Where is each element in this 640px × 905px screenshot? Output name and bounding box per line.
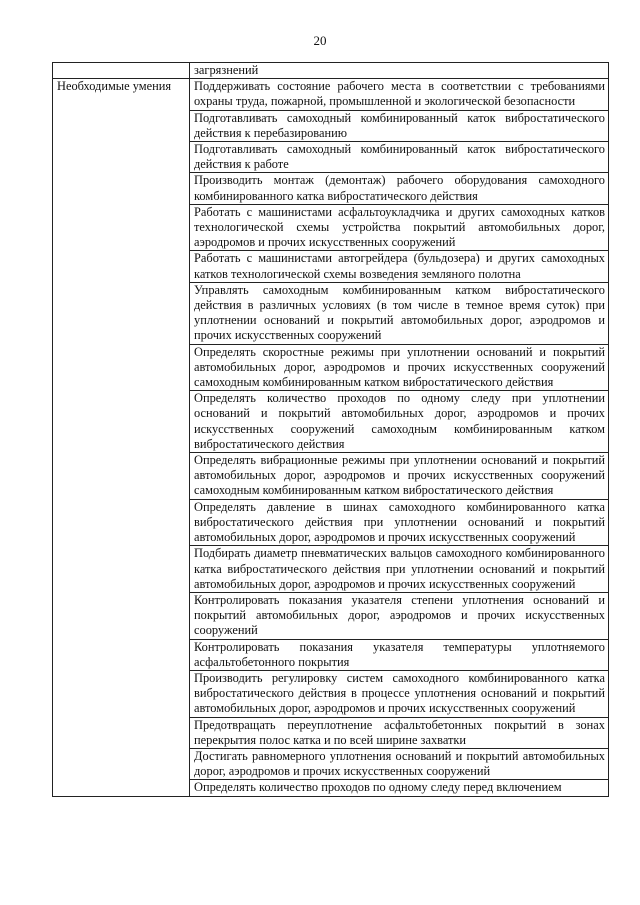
row-text-cell: Определять скоростные режимы при уплотнении оснований и покрытий автомобильных дорог, аэродромов и прочих искусственных сооружений самоходным комбинированным катком вибростатического действия (190, 344, 609, 391)
row-text-cell: Производить монтаж (демонтаж) рабочего оборудования самоходного комбинированного катка вибростатического действия (190, 173, 609, 204)
row-text-cell: Контролировать показания указателя температуры уплотняемого асфальтобетонного покрытия (190, 639, 609, 670)
row-text-cell: Контролировать показания указателя степени уплотнения оснований и покрытий автомобильных дорог, аэродромов и прочих искусственных сооружений (190, 592, 609, 639)
row-text-cell: Определять количество проходов по одному следу перед включением (190, 780, 609, 796)
row-text-cell: Подготавливать самоходный комбинированный каток вибростатического действия к перебазированию (190, 110, 609, 141)
page-number: 20 (313, 33, 327, 48)
row-text-cell: загрязнений (190, 63, 609, 79)
skills-table (52, 62, 609, 797)
row-text-cell: Производить регулировку систем самоходного комбинированного катка вибростатического действия в процессе уплотнения оснований и покрытий автомобильных дорог, аэродромов и прочих искусственных сооружений (190, 670, 609, 717)
section-label: Необходимые умения (53, 79, 190, 796)
row-label-cell (53, 63, 190, 79)
table-row (53, 63, 609, 79)
row-text-cell: Подбирать диаметр пневматических вальцов самоходного комбинированного катка вибростатического действия при уплотнении оснований и покрытий автомобильных дорог, аэродромов и прочих искусственных сооружений (190, 546, 609, 593)
table-row (53, 79, 609, 110)
row-text-cell: Определять количество проходов по одному следу при уплотнении оснований и покрытий автомобильных дорог, аэродромов и прочих искусственных сооружений самоходным комбинированным катком вибростатического действия (190, 391, 609, 453)
row-text-cell: Поддерживать состояние рабочего места в соответствии с требованиями охраны труда, пожарной, промышленной и экологической безопасности (190, 79, 609, 110)
row-text-cell: Работать с машинистами автогрейдера (бульдозера) и других самоходных катков технологической схемы возведения земляного полотна (190, 251, 609, 282)
row-text-cell: Управлять самоходным комбинированным катком вибростатического действия в различных условиях (в том числе в темное время суток) при уплотнении оснований и покрытий автомобильных дорог, аэродромов и прочих искусственных сооружений (190, 282, 609, 344)
row-text-cell: Подготавливать самоходный комбинированный каток вибростатического действия к работе (190, 142, 609, 173)
row-text-cell: Определять вибрационные режимы при уплотнении оснований и покрытий автомобильных дорог, аэродромов и прочих искусственных сооружений самоходным комбинированным катком вибростатического действия (190, 453, 609, 500)
row-text-cell: Определять давление в шинах самоходного комбинированного катка вибростатического действия при уплотнении оснований и покрытий автомобильных дорог, аэродромов и прочих искусственных сооружений (190, 499, 609, 546)
row-text-cell: Работать с машинистами асфальтоукладчика и других самоходных катков технологической схемы устройства покрытий автомобильных дорог, аэродромов и прочих искусственных сооружений (190, 204, 609, 251)
row-text-cell: Достигать равномерного уплотнения оснований и покрытий автомобильных дорог, аэродромов и прочих искусственных сооружений (190, 748, 609, 779)
row-text-cell: Предотвращать переуплотнение асфальтобетонных покрытий в зонах перекрытия полос катка и по всей ширине захватки (190, 717, 609, 748)
